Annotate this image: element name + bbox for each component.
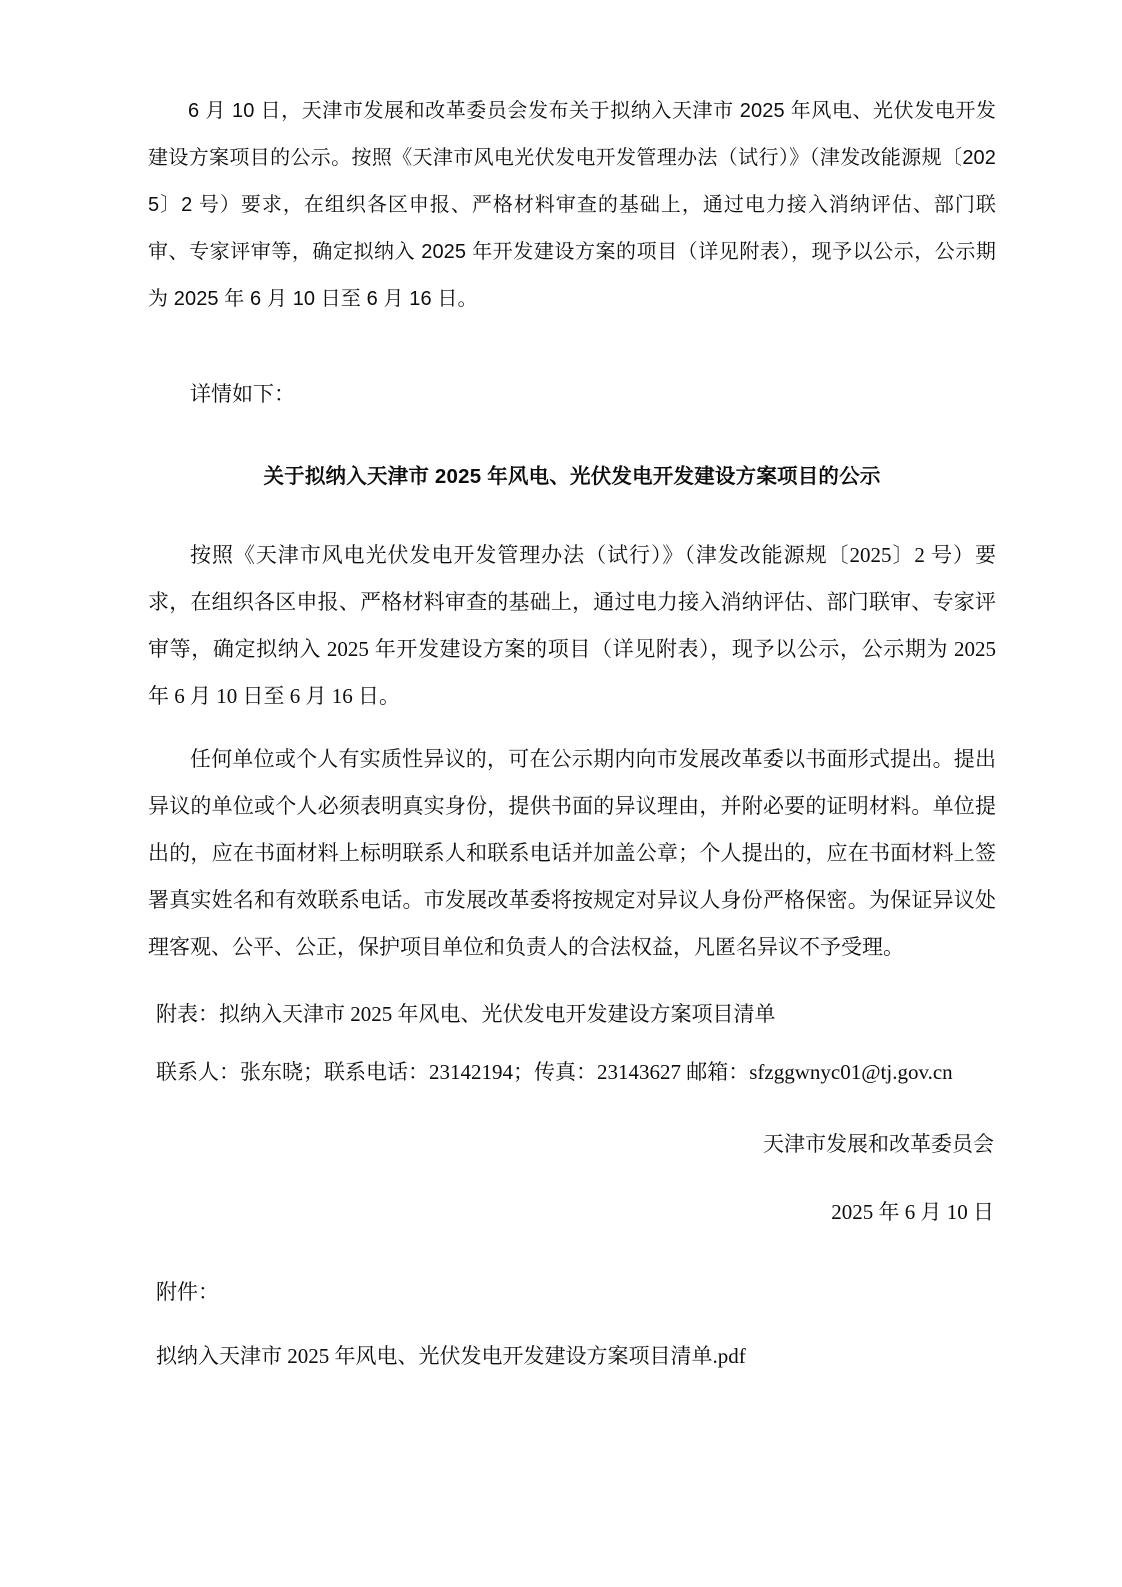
spacer	[148, 323, 996, 371]
body-paragraph-objection: 任何单位或个人有实质性异议的，可在公示期内向市发展改革委以书面形式提出。提出异议的单位或个人必须表明真实身份，提供书面的异议理由，并附必要的证明材料。单位提出的，应在书面材料上标明联系人和联系电话并加盖公章；个人提出的，应在书面材料上签署真实姓名和有效联系电话。市发展改革委将按规定对异议人身份严格保密。为保证异议处理客观、公平、公正，保护项目单位和负责人的合法权益，凡匿名异议不予受理。	[148, 747, 996, 959]
contact-line: 联系人：张东晓；联系电话：23142194；传真：23143627 邮箱：sfzggwnyc01@tj.gov.cn	[156, 1060, 953, 1084]
spacer	[148, 720, 996, 736]
spacer	[148, 1229, 996, 1275]
attachment-list-line: 附表：拟纳入天津市 2025 年风电、光伏发电开发建设方案项目清单	[156, 1002, 776, 1026]
spacer	[148, 418, 996, 460]
intro-paragraph: 6 月 10 日，天津市发展和改革委员会发布关于拟纳入天津市 2025 年风电、光伏发电开发建设方案项目的公示。按照《天津市风电光伏发电开发管理办法（试行）》（津发改能源规〔2025〕2 号）要求，在组织各区申报、严格材料审查的基础上，通过电力接入消纳评估、部门联审、专家评审等，确定拟纳入 2025 年开发建设方案的项目（详见附表），现予以公示，公示期为 2025 年 6 月 10 日至 6 月 16 日。	[148, 100, 996, 310]
lead-in-line: 详情如下：	[190, 382, 295, 406]
spacer	[148, 1031, 996, 1055]
document-content	[148, 88, 996, 1373]
body-paragraph-basis: 按照《天津市风电光伏发电开发管理办法（试行）》（津发改能源规〔2025〕2 号）要求，在组织各区申报、严格材料审查的基础上，通过电力接入消纳评估、部门联审、专家评审等，确定拟纳入 2025 年开发建设方案的项目（详见附表），现予以公示，公示期为 2025 年 6 月 10 日至 6 月 16 日。	[148, 543, 996, 708]
issuer-name: 天津市发展和改革委员会	[763, 1132, 994, 1156]
issue-date: 2025 年 6 月 10 日	[831, 1200, 994, 1224]
page-title: 关于拟纳入天津市 2025 年风电、光伏发电开发建设方案项目的公示	[263, 465, 881, 488]
attachment-file-name: 拟纳入天津市 2025 年风电、光伏发电开发建设方案项目清单.pdf	[156, 1344, 746, 1368]
spacer	[148, 494, 996, 532]
spacer	[148, 971, 996, 997]
attachment-label: 附件：	[156, 1280, 219, 1304]
spacer	[148, 1161, 996, 1195]
spacer	[148, 1089, 996, 1127]
spacer	[148, 1309, 996, 1339]
